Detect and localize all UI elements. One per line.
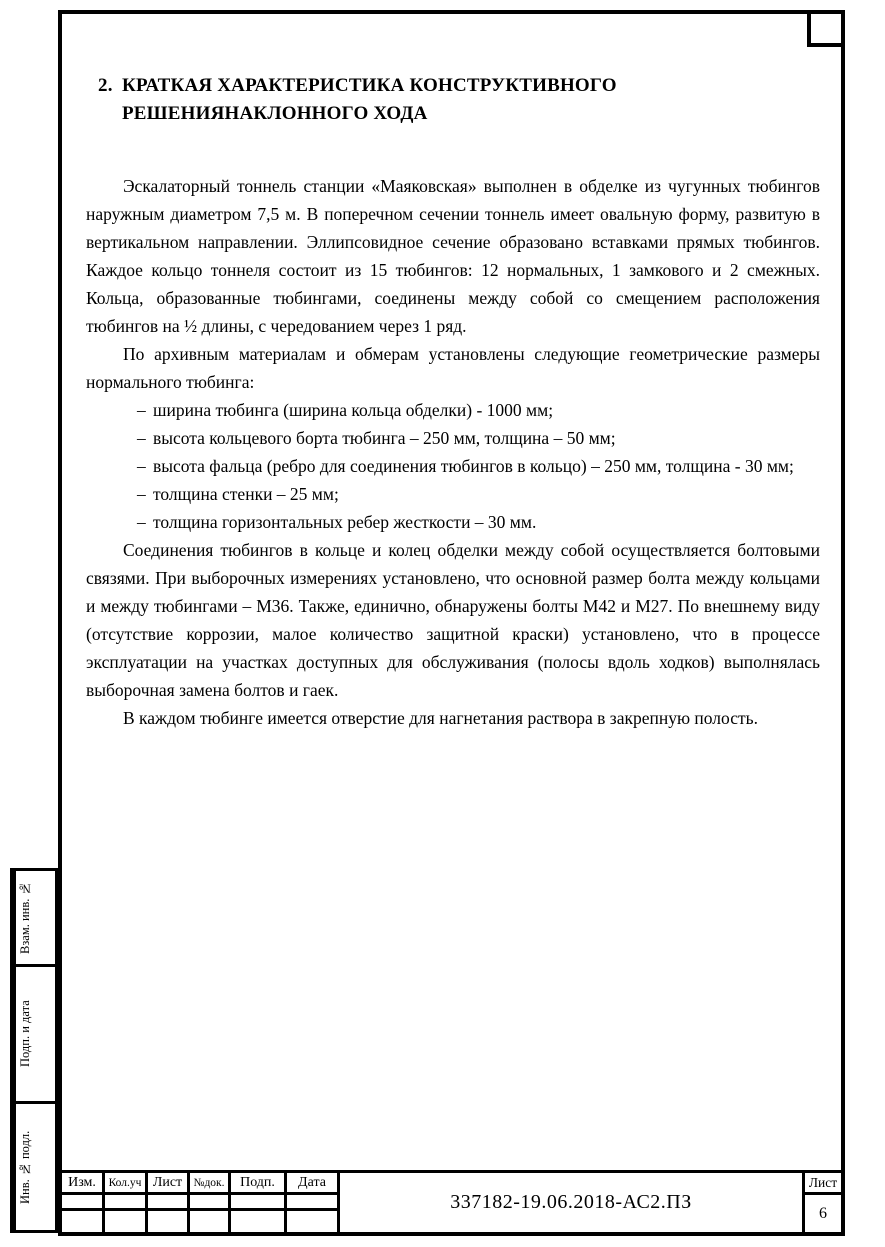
sidebar-empty-cell [35, 967, 55, 1101]
empty-row [231, 1211, 284, 1232]
list-item-text: высота кольцевого борта тюбинга – 250 мм, толщина – 50 мм; [153, 428, 616, 448]
dash-marker: – [137, 456, 146, 476]
dimension-list [86, 396, 820, 536]
paragraph-4: В каждом тюбинге имеется отверстие для нагнетания раствора в закрепную полость. [123, 708, 758, 728]
list-item-text: ширина тюбинга (ширина кольца обделки) - 1000 мм; [153, 400, 554, 420]
empty-row [231, 1195, 284, 1211]
empty-row [287, 1195, 337, 1211]
dash-marker: – [137, 484, 146, 504]
column-data [287, 1173, 340, 1232]
header-podp: Подп. [231, 1173, 284, 1195]
document-content [86, 72, 820, 732]
column-dok [190, 1173, 231, 1232]
empty-row [287, 1211, 337, 1232]
sidebar-cell-inv [10, 1101, 58, 1233]
header-data: Дата [287, 1173, 337, 1195]
sheet-label: Лист [805, 1173, 841, 1195]
column-koluch [105, 1173, 148, 1232]
sidebar-cell-podp [10, 964, 58, 1104]
corner-box [807, 14, 841, 47]
list-item [86, 424, 820, 452]
header-dok: №док. [190, 1173, 228, 1195]
dash-marker: – [137, 400, 146, 420]
empty-row [148, 1211, 187, 1232]
sheet-column [805, 1173, 841, 1232]
empty-row [190, 1195, 228, 1211]
empty-row [190, 1211, 228, 1232]
sidebar-label-podp-data: Подп. и дата [13, 967, 35, 1101]
list-item-text: толщина стенки – 25 мм; [153, 484, 339, 504]
column-podp [231, 1173, 287, 1232]
paragraph-1: Эскалаторный тоннель станции «Маяковская» выполнен в обделке из чугунных тюбингов наружным диаметром 7,5 м. В поперечном сечении тоннель имеет овальную форму, развитую в вертикальном направлении. Эллипсовидное сечение образовано вставками прямых тюбингов. Каждое кольцо тоннеля состоит из 15 тюбингов: 12 нормальных, 1 замкового и 2 смежных. Кольца, образованные тюбингами, соединены между собой со смещением расположения тюбингов на ½ длины, с чередованием через 1 ряд. [86, 176, 820, 336]
list-item [86, 396, 820, 424]
section-title: КРАТКАЯ ХАРАКТЕРИСТИКА КОНСТРУКТИВНОГО РЕШЕНИЯНАКЛОННОГО ХОДА [122, 75, 617, 124]
dash-marker: – [137, 428, 146, 448]
empty-row [148, 1195, 187, 1211]
list-item [86, 452, 820, 480]
title-block [62, 1170, 841, 1232]
section-number: 2. [98, 75, 113, 96]
paragraph-3: Соединения тюбингов в кольце и колец обделки между собой осуществляется болтовыми связями. При выборочных измерениях установлено, что основной размер болта между кольцами и между тюбингами – М36. Также, единично, обнаружены болты М42 и М27. По внешнему виду (отсутствие коррозии, малое количество защитной краски) установлено, что в процессе эксплуатации на участках доступных для обслуживания (полосы вдоль ходков) выполнялась выборочная замена болтов и гаек. [86, 540, 820, 700]
dash-marker: – [137, 512, 146, 532]
sidebar-label-inv-podl: Инв. № подл. [13, 1104, 35, 1230]
section-heading [98, 72, 820, 128]
empty-row [62, 1195, 102, 1211]
list-item [86, 508, 820, 536]
header-koluch: Кол.уч [105, 1173, 145, 1195]
stamp-sidebar [10, 868, 58, 1236]
column-izm [62, 1173, 105, 1232]
header-izm: Изм. [62, 1173, 102, 1195]
page-frame [58, 10, 845, 1236]
paragraph-2: По архивным материалам и обмерам установлены следующие геометрические размеры нормального тюбинга: [86, 344, 820, 392]
document-number: 337182-19.06.2018-АС2.ПЗ [340, 1173, 805, 1232]
sidebar-empty-cell [35, 1104, 55, 1230]
column-list [148, 1173, 190, 1232]
empty-row [105, 1195, 145, 1211]
empty-row [105, 1211, 145, 1232]
list-item [86, 480, 820, 508]
list-item-text: высота фальца (ребро для соединения тюбингов в кольцо) – 250 мм, толщина - 30 мм; [153, 456, 794, 476]
sidebar-cell-vzam [10, 868, 58, 967]
list-item-text: толщина горизонтальных ребер жесткости – 30 мм. [153, 512, 537, 532]
sidebar-empty-cell [35, 871, 55, 964]
empty-row [62, 1211, 102, 1232]
sidebar-label-vzam-inv: Взам. инв. № [13, 871, 35, 964]
sheet-number: 6 [819, 1204, 827, 1222]
header-list: Лист [148, 1173, 187, 1195]
